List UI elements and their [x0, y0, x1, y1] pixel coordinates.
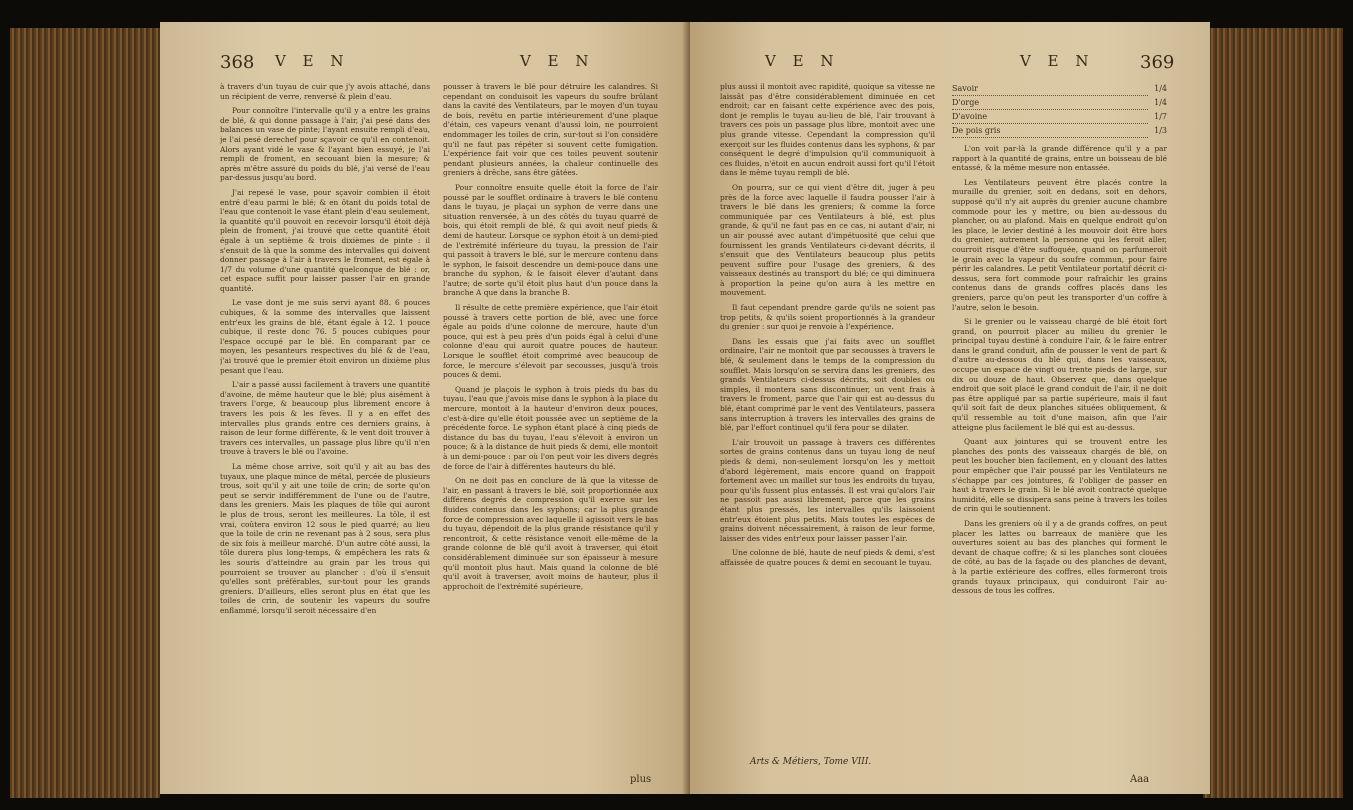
- catchword: plus: [630, 774, 652, 785]
- table-row: [952, 124, 1167, 138]
- running-head: V E N: [520, 52, 595, 70]
- paragraph: On pourra, sur ce qui vient d'être dit, juger à peu près de la force avec laquelle il faudra pousser l'air à travers le blé dans les greniers; & comme la force communiquée par ces Ventilateurs à blé, est plus grande, & qu'il ne faut pas en ce cas, ni autant d'air, ni un air poussé avec autant d'impétuosité que celui que fournissent les grands Ventilateurs ci-devant décrits, il s'ensuit que des Ventilateurs beaucoup plus petits peuvent suffire pour l'usage des greniers, & des vaisseaux destinés au transport du blé; ce qui diminuera à proportion la peine qu'on aura à les mettre en mouvement.: [720, 182, 935, 298]
- page-edges-left: [10, 28, 160, 798]
- table-value: 1/3: [1154, 126, 1167, 135]
- paragraph: Le vase dont je me suis servi ayant 88. 6 pouces cubiques, & la somme des intervalles que laissent entr'eux les grains de blé, étant égale à 12. 1 pouce cubique, il reste donc 76. 5 pouces cubiques pour l'espace occupé par le blé. En comparant par ce moyen, les pesanteurs respectives du blé & de l'eau, j'ai trouvé que le premier étoit environ un dixième plus pesant que l'eau.: [220, 298, 430, 375]
- table-row: [952, 82, 1167, 96]
- paragraph: L'on voit par-là la grande différence qu'il y a par rapport à la quantité de grains, entre un boisseau de blé entassé, & la même mesure non entassée.: [952, 144, 1167, 173]
- table-label: De pois gris: [952, 124, 1148, 138]
- table-value: 1/4: [1154, 84, 1167, 93]
- paragraph: J'ai repesé le vase, pour sçavoir combien il étoit entré d'eau parmi le blé; & en ôtant du poids total de l'eau que contenoit le vase étant plein d'eau seulement, la quantité qu'il pouvoit en recevoir lorsqu'il étoit déjà plein de froment, j'ai trouvé que cette quantité étoit égale à un septième & trois dixièmes de pinte : il s'ensuit de là que la somme des intervalles qui doivent donner passage à l'air à travers le froment, est égale à 1/7 du volume d'une quantité quelconque de blé : or, cet espace suffit pour laisser passer l'air en grande quantité.: [220, 187, 430, 293]
- running-head: V E N: [765, 52, 840, 70]
- grain-table: [952, 82, 1167, 138]
- page-edges-right: [1203, 28, 1343, 798]
- page-number: 369: [1140, 52, 1175, 73]
- paragraph: Il résulte de cette première expérience, que l'air étoit poussé à travers cette portion de blé, avec une force égale au poids d'une colonne de mercure, haute d'un pouce, qui est à peu près d'un poids égal à celui d'une colonne d'eau qui auroit quatre pouces de hauteur. Lorsque le soufflet étoit comprimé avec beaucoup de force, le mercure s'élevoit par secousses, jusqu'à trois pouces & demi.: [443, 303, 658, 380]
- table-label: Savoir: [952, 82, 1148, 96]
- running-head: V E N: [275, 52, 350, 70]
- paragraph: Pour connoître ensuite quelle étoit la force de l'air poussé par le soufflet ordinaire à travers le blé contenu dans le tuyau, je plaçai un syphon de verre dans une situation renversée, à un des côtés du tuyau quarré de bois, qui étoit rempli de blé, & qui avoit neuf pieds & demi de hauteur. Lorsque ce syphon étoit à un demi-pied de l'extrémité inférieure du tuyau, la pression de l'air qui passoit à travers le blé, sur le mercure contenu dans le syphon, le faisoit descendre un demi-pouce dans une branche du syphon, & le faisoit élever d'autant dans l'autre; de sorte qu'il étoit plus haut d'un pouce dans la branche A que dans la branche B.: [443, 182, 658, 298]
- table-label: D'orge: [952, 96, 1148, 110]
- paragraph: Quant aux jointures qui se trouvent entre les planches des ponts des vaisseaux chargés de blé, on peut les boucher bien facilement, en y clouant des lattes pour empêcher que l'air poussé par les Ventilateurs ne s'échappe par ces jointures, & l'obliger de passer en haut à travers le grain. Si le blé avoit contracté quelque humidité, elle se dissipera sans peine à travers les toiles de crin qui le soutiennent.: [952, 437, 1167, 514]
- paragraph: On ne doit pas en conclure de là que la vitesse de l'air, en passant à travers le blé, soit proportionnée aux différens degrés de compression qu'il exerce sur les fluides contenus dans les syphons; car la plus grande force de compression avec laquelle il agissoit vers le bas du tuyau, dépendoit de la plus grande résistance qu'il y rencontroit, & cette résistance venoit elle-même de la grande colonne de blé qu'il avoit à traverser, qui étoit considérablement diminuée sur son épaisseur à mesure qu'il montoit plus haut. Mais quand la colonne de blé qu'il avoit à traverser, avoit moins de hauteur, plus il approchoit de l'extrémité supérieure,: [443, 476, 658, 591]
- paragraph: à travers d'un tuyau de cuir que j'y avois attaché, dans un récipient de verre, renversé & plein d'eau.: [220, 82, 430, 101]
- paragraph: Il faut cependant prendre garde qu'ils ne soient pas trop petits, & qu'ils soient proportionnés à la grandeur du grenier : sur quoi je renvoie à l'expérience.: [720, 303, 935, 332]
- page-number: 368: [220, 52, 255, 73]
- running-head: V E N: [1020, 52, 1095, 70]
- paragraph: Une colonne de blé, haute de neuf pieds & demi, s'est affaissée de quatre pouces & demi en secouant le tuyau.: [720, 548, 935, 567]
- paragraph: L'air trouvoit un passage à travers ces différentes sortes de grains contenus dans un tuyau long de neuf pieds & demi, non-seulement lorsqu'on les y mettoit d'abord légèrement, mais encore quand on frappoit fortement avec un maillet sur tous les endroits du tuyau, pour qu'ils fussent plus entassés. Il est vrai qu'alors l'air ne passoit pas aussi librement, parce que les grains étant plus pressés, les intervalles qu'ils laissoient entr'eux étoient plus petits. Mais toutes les espèces de grains doivent nécessairement, à raison de leur forme, laisser des vides entr'eux pour laisser passer l'air.: [720, 437, 935, 543]
- table-value: 1/7: [1154, 112, 1167, 121]
- text-column-1: [220, 82, 430, 782]
- paragraph: pousser à travers le blé pour détruire les calandres. Si cependant on conduisoit les vapeurs du soufre brûlant dans la cavité des Ventilateurs, par le moyen d'un tuyau de bois, revêtu en partie intérieurement d'une plaque d'étain, ces vapeurs venant d'aussi loin, ne pourroient endommager les toiles de crin, sur-tout si l'on considère qu'il ne faut pas répéter si souvent cette fumigation. L'expérience fait voir que ces toiles peuvent soutenir pendant plusieurs années, la chaleur continuelle des greniers à drêche, sans être gâtées.: [443, 82, 658, 178]
- paragraph: Quand je plaçois le syphon à trois pieds du bas du tuyau, l'eau que j'avois mise dans le syphon à la place du mercure, montoit à la hauteur d'environ deux pouces, c'est-à-dire qu'elle étoit poussée avec un septième de la précédente force. Le syphon étant placé à cinq pieds de distance du bas du tuyau, l'eau s'élevoit à environ un pouce; & à la distance de huit pieds & demi, elle montoit à un demi-pouce : par où l'on peut voir les divers degrés de force de l'air à différentes hauteurs du blé.: [443, 384, 658, 471]
- paragraph: La même chose arrive, soit qu'il y ait au bas des tuyaux, une plaque mince de métal, percée de plusieurs trous, soit qu'il y ait une toile de crin; de sorte qu'on peut se servir indifféremment de l'une ou de l'autre, dans les greniers. Mais les plaques de tôle qui auront le plus de trous, seront les meilleures. La tôle, il est vrai, coûtera environ 12 sous le pied quarré; au lieu que la toile de crin ne revenant pas à 2 sous, sera plus de six fois à meilleur marché. D'un autre côté aussi, la tôle durera plus long-temps, & empêchera les rats & les souris d'atteindre au grain par les trous qui pourroient se trouver au plancher : d'où il s'ensuit qu'elles sont préférables, sur-tout pour les grands greniers. D'ailleurs, elles seront plus en état que les toiles de crin, de soutenir les vapeurs du soufre enflammé, lorsqu'il seroit nécessaire d'en: [220, 461, 430, 615]
- text-column-1: [720, 82, 935, 732]
- left-page: [160, 22, 690, 794]
- right-page: [690, 22, 1210, 794]
- paragraph: Dans les greniers où il y a de grands coffres, on peut placer les lattes ou barreaux de manière que les ouvertures soient au bas des planches qui forment le devant de chaque coffre; & si les planches sont clouées de côté, au bas de la façade ou des planches de devant, à la partie extérieure des coffres, elles formeront trois grands tuyaux principaux, qui conduiront l'air au-dessous de tous les coffres.: [952, 518, 1167, 596]
- paragraph: Dans les essais que j'ai faits avec un soufflet ordinaire, l'air ne montoit que par secousses à travers le blé, & seulement dans le temps de la compression du soufflet. Mais lorsqu'on se servira dans les greniers, des grands Ventilateurs ci-dessus décrits, soit doubles ou simples, il montera sans discontinuer, un vent frais à travers le froment, parce que l'air qui est au-dessus du blé, étant comprimé par le vent des Ventilateurs, passera sans interruption à travers les intervalles des grains de blé, par l'effort continuel qu'il fera pour se dilater.: [720, 336, 935, 433]
- paragraph: Si le grenier ou le vaisseau chargé de blé étoit fort grand, on pourroit placer au milieu du grenier le principal tuyau destiné à conduire l'air, & le faire entrer dans le grand conduit, afin de pousser le vent de part & d'autre au-dessous du blé qui, dans les vaisseaux, occupe un espace de vingt ou trente pieds de large, sur dix ou douze de haut. Observez que, dans quelque endroit que soit placé le grand conduit de l'air, il ne doit pas être appliqué par sa partie supérieure, mais il faut qu'il soit fait de deux planches situées obliquement, & qu'il ressemble au toit d'une maison, afin que l'air atteigne plus facilement le blé qui est au-dessus.: [952, 317, 1167, 432]
- open-book: [10, 8, 1343, 802]
- paragraph: L'air a passé aussi facilement à travers une quantité d'avoine, de même hauteur que le blé; plus aisément à travers l'orge, & beaucoup plus librement encore à travers les pois & les fèves. Il y a en effet des intervalles plus grands entre ces derniers grains, à raison de leur forme différente, & le vent doit trouver à travers ces intervalles, un passage plus libre qu'il n'en trouve à travers le blé ou l'avoine.: [220, 380, 430, 457]
- table-row: [952, 96, 1167, 110]
- signature-mark: Aaa: [1130, 774, 1150, 785]
- text-column-2: [443, 82, 658, 772]
- paragraph: plus aussi il montoit avec rapidité, quoique sa vitesse ne laissât pas d'être considérablement diminuée en cet endroit; car en faisant cette expérience avec des pois, dont je remplis le tuyau au-lieu de blé, l'air trouvant à travers ces pois un passage plus libre, montoit avec une plus grande vitesse. Cependant la compression qu'il exerçoit sur les fluides contenus dans les syphons, & par conséquent le degré d'impulsion qu'il communiquoit à ces fluides, n'étoit en aucun endroit aussi fort qu'il l'étoit dans le même tuyau rempli de blé.: [720, 82, 935, 178]
- text-column-2: [952, 82, 1167, 782]
- footer-imprint: Arts & Métiers, Tome VIII.: [750, 757, 872, 767]
- paragraph: Les Ventilateurs peuvent être placés contre la muraille du grenier, soit en dedans, soit en dehors, supposé qu'il n'y ait auprès du grenier aucune chambre commode pour les y mettre, ou bien au-dessous du plancher, ou au plafond. Mais en quelque endroit qu'on les place, le levier destiné à les mouvoir doit être hors du grenier, autrement la personne qui les feroit aller, courroit risque d'être suffoquée, quand on parfumeroit le grain avec la vapeur du soufre commun, pour faire périr les calandres. Le petit Ventilateur portatif décrit ci-dessus, sera fort commode pour rafraîchir les grains contenus dans de grands coffres placés dans les greniers, parce qu'on peut les transporter d'un coffre à l'autre, selon le besoin.: [952, 177, 1167, 312]
- paragraph: Pour connoître l'intervalle qu'il y a entre les grains de blé, & qui donne passage à l'air, j'ai pesé dans des balances un vase de pinte; l'ayant ensuite rempli d'eau, je l'ai pesé derechef pour sçavoir ce qu'il en contenoit. Alors ayant vidé le vase & l'ayant bien essuyé, je l'ai rempli de froment, en secouant bien la mesure; & après m'être assuré du poids du blé, j'ai versé de l'eau par-dessus jusqu'au bord.: [220, 106, 430, 183]
- table-value: 1/4: [1154, 98, 1167, 107]
- table-row: [952, 110, 1167, 124]
- table-label: D'avoine: [952, 110, 1148, 124]
